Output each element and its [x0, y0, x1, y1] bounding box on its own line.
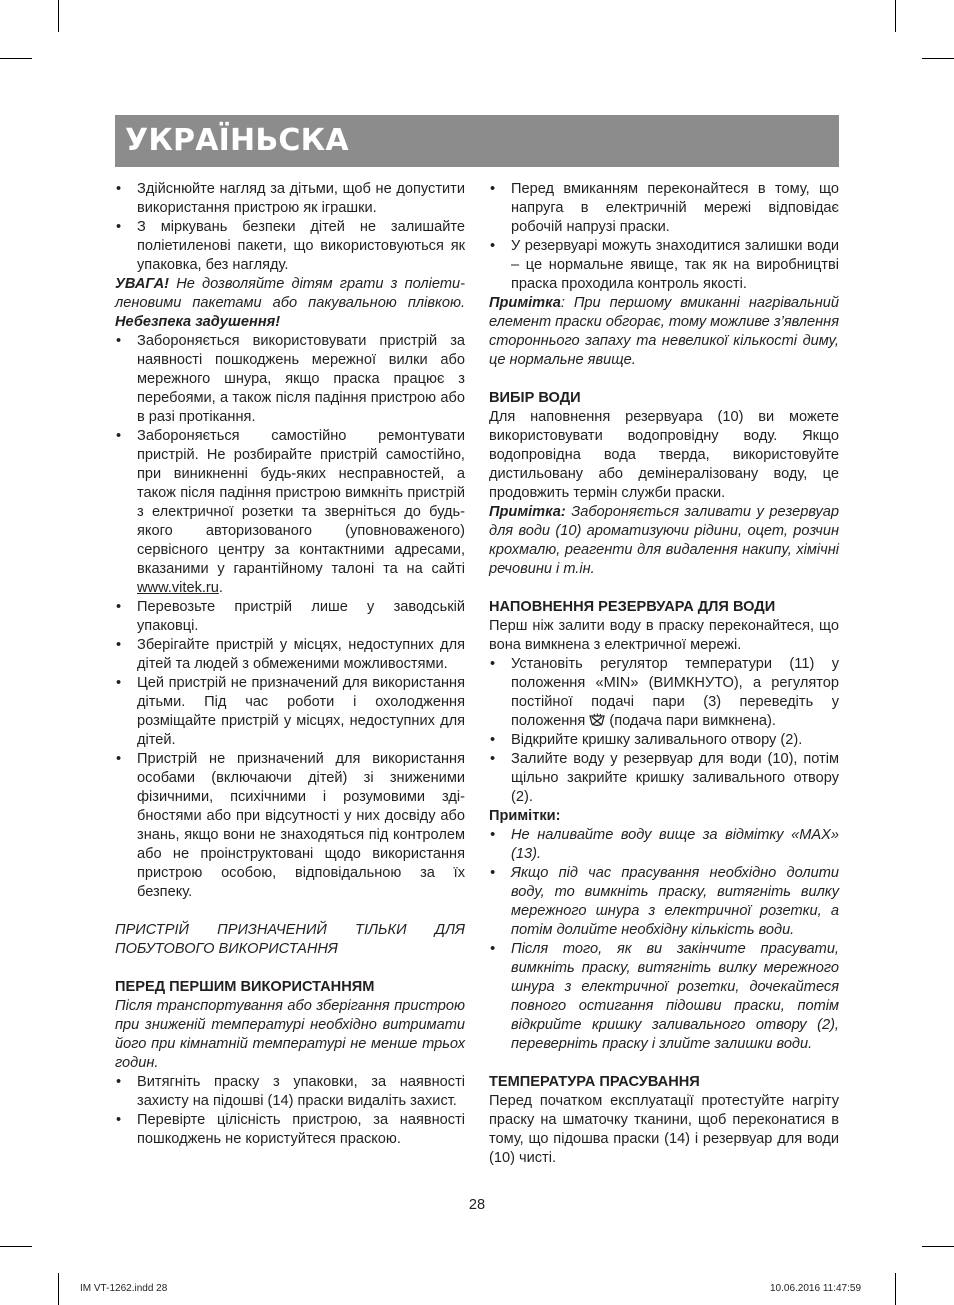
paragraph: Для наповнення резервуара (10) ви можете використовувати водопровідну воду. Якщо водопровідна вода тверда, використовуйте дистильовану або демінералізовану воду, це продовжить термін служби праски. [489, 409, 839, 501]
paragraph: Перш ніж залити воду в праску переконайтеся, що вона вимкнена з електричної мережі. [489, 618, 839, 653]
section-heading: ПЕРЕД ПЕРШИМ ВИКОРИСТАННЯМ [115, 979, 375, 995]
bullet-list [489, 655, 839, 807]
crop-mark [58, 0, 59, 32]
list-item: • Відкрийте кришку заливального отвору (2). [490, 732, 803, 748]
crop-mark [58, 1273, 59, 1305]
crop-mark [895, 1273, 896, 1305]
list-item: • Перед вмиканням переконайтеся в тому, що напруга в електричній мережі відповідає робочій напрузі праски. [490, 181, 839, 235]
list-item: • Установіть регулятор температури (11) у положення «MIN» (ВИМКНУТО), а регулятор постійної подачі пари (3) переведіть у положення (подача пари вимкнена). [490, 656, 839, 729]
list-item: • З міркувань безпеки дітей не залишайте поліетиленові пакети, що використовуються як упаковка, без нагляду. [116, 219, 465, 273]
crop-mark [922, 1246, 954, 1247]
section-heading: ВИБІР ВОДИ [489, 390, 581, 406]
left-column [115, 180, 465, 1149]
warning-paragraph: УВАГА! Не дозволяйте дітям грати з поліетиленовими пакетами або пакувальною плівкою. Небезпека задушення! [115, 276, 465, 330]
list-item: • Залийте воду у резервуар для води (10), потім щільно закрийте кришку заливального отвору (2). [490, 751, 839, 805]
household-notice: ПРИСТРІЙ ПРИЗНАЧЕНИЙ ТІЛЬКИ ДЛЯ ПОБУТОВОГО ВИКОРИСТАННЯ [115, 922, 465, 957]
list-item: • Цей пристрій не призначений для використання дітьми. Під час роботи і охолодження розміщайте пристрій у місцях, недоступних для дітей. [116, 675, 465, 748]
list-item: • Забороняється використовувати пристрій за наявності пошкоджень мережної вилки або мережного шнура, якщо праска працює з перебоями, а також після падіння пристрою або в разі протікання. [116, 333, 465, 425]
paragraph: Перед початком експлуатації протестуйте нагріту праску на шматочку тканини, щоб переконатися в тому, що підошва праски (14) і резервуар для води (10) чисті. [489, 1093, 839, 1166]
list-item: • Здійснюйте нагляд за дітьми, щоб не допустити використання пристрою як іграшки. [116, 181, 465, 216]
warning-label: УВАГА! [115, 276, 170, 292]
section-heading: ТЕМПЕРАТУРА ПРАСУВАННЯ [489, 1074, 700, 1090]
website-link[interactable]: www.vitek.ru [137, 580, 219, 596]
list-item: • Зберігайте пристрій у місцях, недоступних для дітей та людей з обмеженими можливостями. [116, 637, 465, 672]
notes-label: Примітки: [489, 808, 561, 824]
list-item: • Якщо під час прасування необхідно долити воду, то вимкніть праску, витягніть вилку мережного шнура з електричної розетки, а потім долийте необхідну кількість води. [490, 865, 839, 938]
list-item: • Перевозьте пристрій лише у заводській упаковці. [116, 599, 465, 634]
footer-file: IM VT-1262.indd 28 [80, 1283, 168, 1294]
note-paragraph: Примітка: Забороняється заливати у резервуар для води (10) ароматизуючи рідини, оцет, розчин крохмалю, реагенти для видалення накипу, хімічні речовини і т.ін. [489, 504, 839, 577]
paragraph: Після транспортування або зберігання пристрою при зниженій температурі необхідно витримати його при кімнатній температурі не менше трьох годин. [115, 998, 465, 1071]
steam-off-icon [589, 713, 605, 728]
crop-mark [0, 1246, 32, 1247]
crop-mark [0, 58, 32, 59]
list-item: • Пристрій не призначений для використання особами (включаючи дітей) зі зниженими фізичними, психічними і розумовими здібностями або при відсутності у них досвіду або знань, якщо вони не знаходяться під контролем або не проінструктовані щодо використання пристрою особою, відповідальною за їх безпеку. [116, 751, 465, 900]
danger-text: Небезпека задушення! [115, 314, 281, 330]
note-paragraph: Примітка: При першому вмиканні нагрівальний елемент праски обгорає, тому можливе з’явлення стороннього запаху та невеликої кількості диму, це нормальне явище. [489, 295, 839, 368]
list-item: • Забороняється самостійно ремонтувати пристрій. Не розбирайте пристрій самостійно, при виникненні будь-яких неспрaвностей, а також після падіння пристрою вимкніть пристрій з електричної розетки та зверніться до будь-якого авторизованого (уповноваженого) сервісного центру за контактними адресами, вказаними у гарантійному талоні та на сайті www.vitek.ru. [116, 428, 465, 596]
list-item: • Після того, як ви закінчите прасувати, вимкніть праску, витягніть вилку мережного шнура з електричної розетки, дочекайтеся повного остигання підошви праски, потім відкрийте кришку заливального отвору (2), переверніть праску і злийте залишки води. [490, 941, 839, 1052]
list-item: • У резервуарі можуть знаходитися залишки води – це нормальне явище, так як на виробництві праска проходила контроль якості. [490, 238, 839, 292]
note-label: Примітка [489, 295, 561, 311]
crop-mark [922, 58, 954, 59]
footer-datetime: 10.06.2016 11:47:59 [770, 1283, 862, 1294]
bullet-list [115, 1073, 465, 1149]
crop-mark [895, 0, 896, 32]
section-heading: НАПОВНЕННЯ РЕЗЕРВУАРА ДЛЯ ВОДИ [489, 599, 776, 615]
bullet-list [115, 332, 465, 902]
bullet-list [115, 180, 465, 275]
list-item: • Витягніть праску з упаковки, за наявності захисту на підошві (14) праски видаліть захист. [116, 1074, 465, 1109]
section-title: УКРАЇНЬСКА [125, 123, 349, 158]
list-item: • Перевірте цілісність пристрою, за наявності пошкоджень не користуйтеся праскою. [116, 1112, 465, 1147]
page-number: 28 [468, 1197, 486, 1213]
list-item: • Не наливайте воду вище за відмітку «MAX» (13). [490, 827, 839, 862]
bullet-list [489, 180, 839, 294]
note-label: Примітка: [489, 504, 566, 520]
right-column [489, 180, 839, 1168]
section-banner [115, 115, 839, 167]
notes-list [489, 826, 839, 1054]
